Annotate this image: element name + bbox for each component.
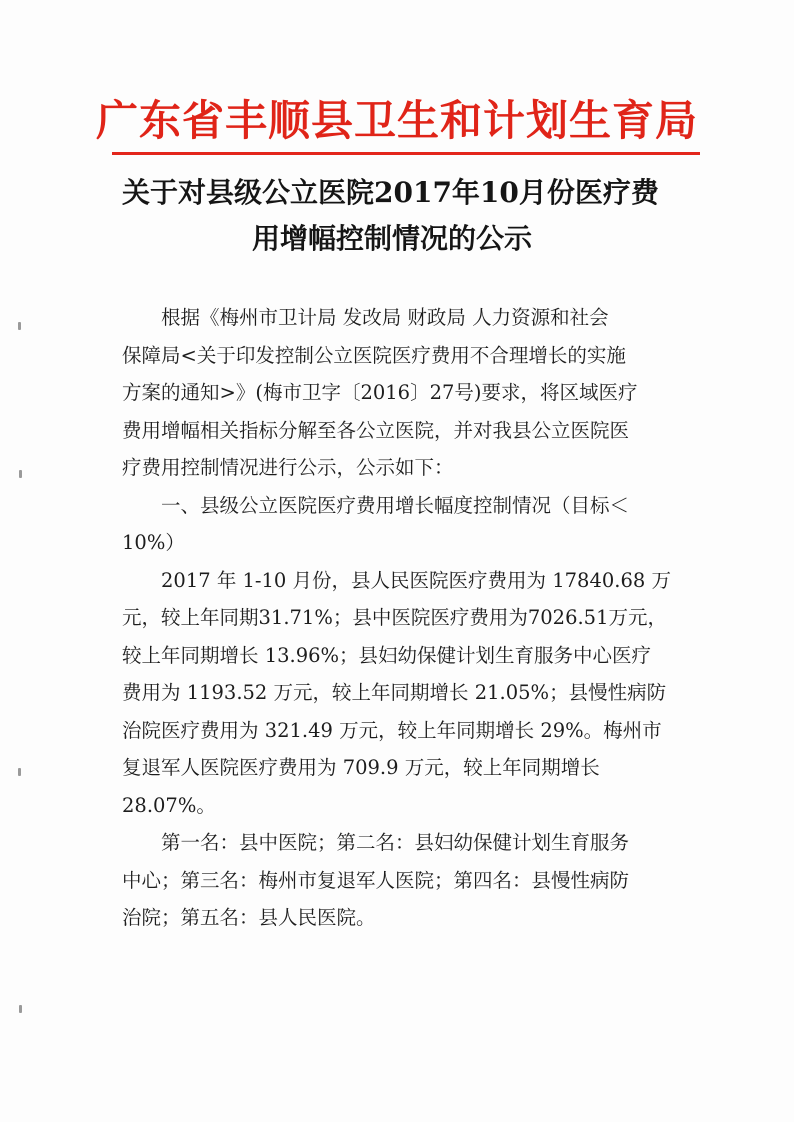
text-line: 第一名：县中医院；第二名：县妇幼保健计划生育服务 [161, 831, 630, 854]
red-separator-rule [112, 152, 700, 155]
paragraph-basis [122, 299, 692, 487]
agency-header: 广东省丰顺县卫生和计划生育局 [95, 96, 698, 145]
scan-mark [19, 1005, 22, 1013]
text-line: 较上年同期增长 13.96%；县妇幼保健计划生育服务中心医疗 [122, 643, 652, 667]
text-line: 元，较上年同期31.71%；县中医院医疗费用为7026.51万元， [122, 606, 667, 629]
text-line: 28.07%。 [122, 793, 216, 817]
document-body [122, 299, 692, 937]
text-line: 费用为 1193.52 万元，较上年同期增长 21.05%；县慢性病防 [122, 681, 667, 704]
text-line: 一、县级公立医院医疗费用增长幅度控制情况（目标＜ [161, 493, 630, 517]
text-line: 复退军人医院医疗费用为 709.9 万元，较上年同期增长 [122, 756, 600, 779]
scan-mark [19, 470, 22, 478]
paragraph-cost-figures [122, 562, 692, 825]
title-line-2: 用增幅控制情况的公示 [252, 222, 533, 255]
scan-mark [18, 322, 21, 330]
text-line: 方案的通知>》(梅市卫字〔2016〕27号)要求，将区域医疗 [122, 381, 638, 404]
text-line: 根据《梅州市卫计局 发改局 财政局 人力资源和社会 [161, 306, 609, 329]
text-line: 费用增幅相关指标分解至各公立医院，并对我县公立医院医 [122, 418, 630, 442]
text-line: 中心；第三名：梅州市复退军人医院；第四名：县慢性病防 [122, 868, 630, 892]
paragraph-ranking [122, 824, 692, 937]
text-line: 2017 年 1-10 月份，县人民医院医疗费用为 17840.68 万 [161, 568, 671, 592]
title-line-1: 关于对县级公立医院2017年10月份医疗费 [122, 176, 659, 209]
text-line: 保障局<关于印发控制公立医院医疗费用不合理增长的实施 [122, 343, 626, 367]
text-line: 疗费用控制情况进行公示，公示如下： [122, 456, 454, 479]
document-title [122, 170, 702, 262]
text-line: 10%） [122, 531, 185, 554]
text-line: 治院；第五名：县人民医院。 [122, 906, 376, 929]
text-line: 治院医疗费用为 321.49 万元，较上年同期增长 29%。梅州市 [122, 718, 662, 742]
section-heading-1 [122, 487, 692, 562]
scan-mark [18, 768, 21, 776]
